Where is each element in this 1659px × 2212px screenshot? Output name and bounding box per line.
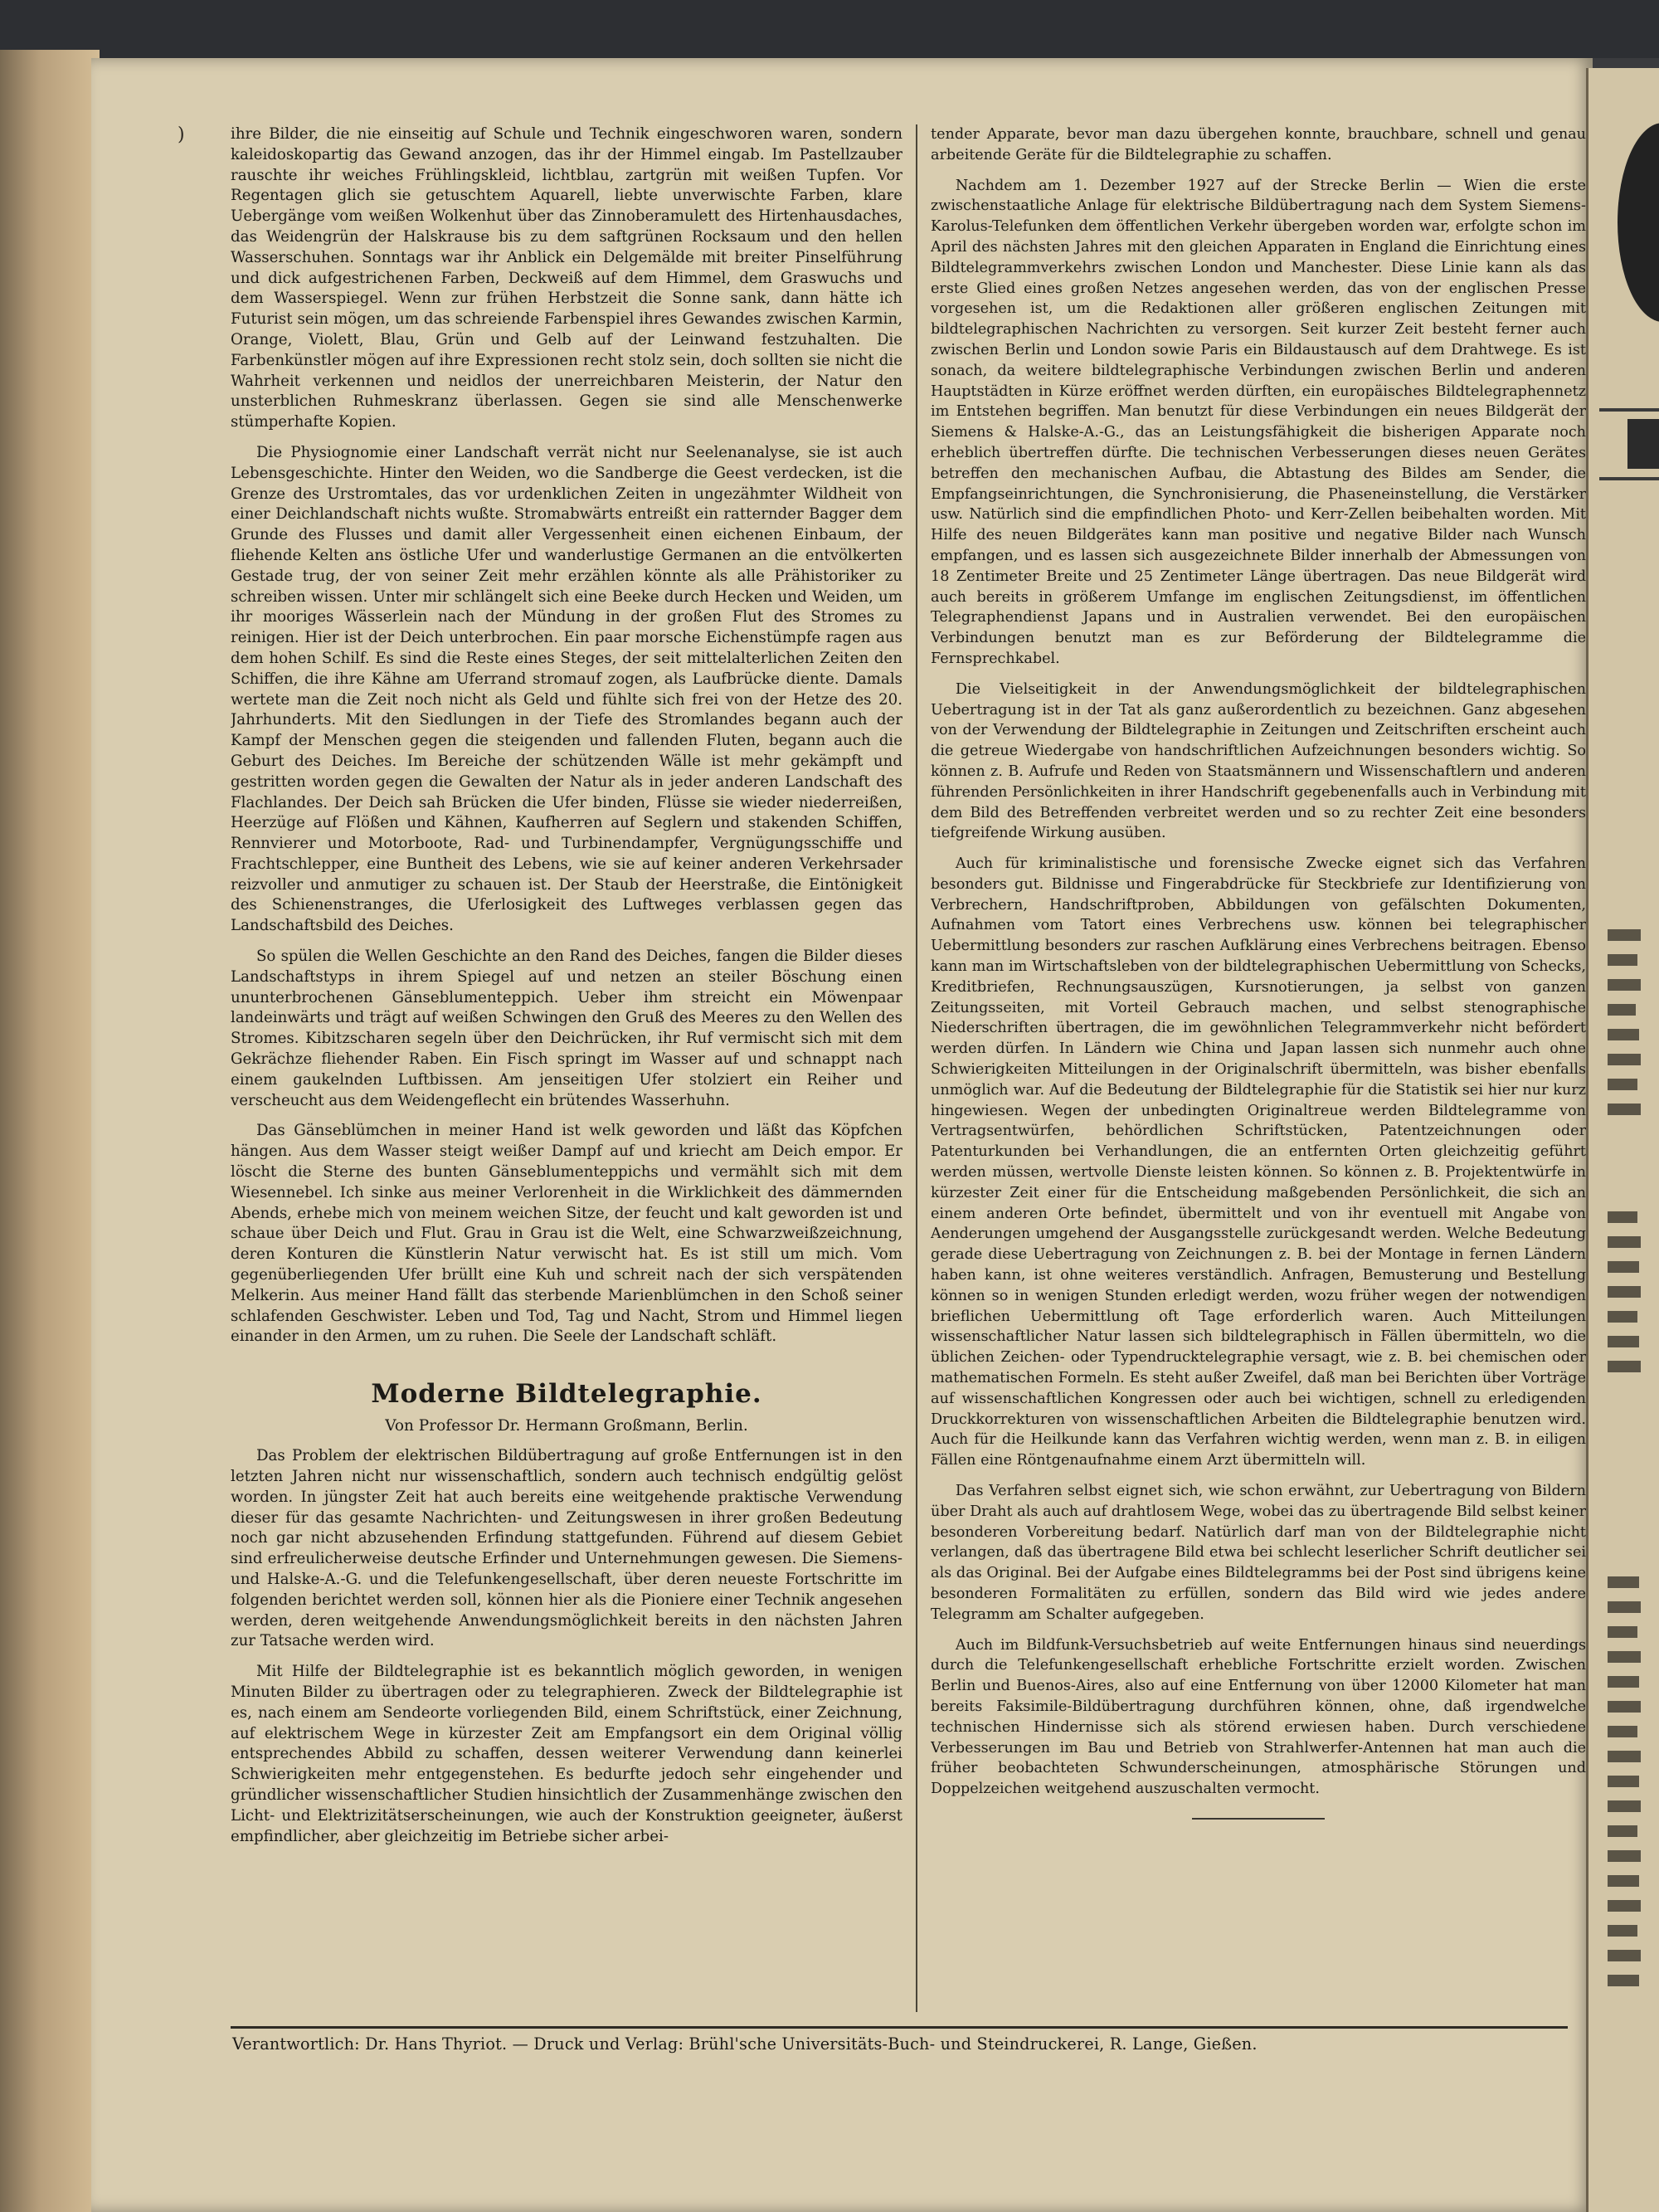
adjacent-page-text-fragment bbox=[1608, 1925, 1637, 1937]
adjacent-page-rule bbox=[1599, 408, 1659, 412]
article-paragraph: Die Vielseitigkeit in der Anwendungsmöglichkeit der bildtelegraphischen Uebertragung ist in der Tat als ganz außerordentlich zu bezeichnen. Ganz abgesehen von der Verwendung der Bildtelegraphie in Zeitungen und Zeitschriften erscheint auch die getreue Wiedergabe von handschriftlichen Aufzeichnungen besonders wichtig. So können z. B. Aufrufe und Reden von Staatsmännern und Wissenschaftlern und anderen führenden Persönlichkeiten in ihrer Handschrift gegebenenfalls auch in Verbindung mit dem Bild des Betreffenden verbreitet werden und so zu rechter Zeit eine besonders tiefgreifende Wirkung ausüben. bbox=[931, 680, 1586, 842]
article-byline: Von Professor Dr. Hermann Großmann, Berlin. bbox=[385, 1417, 748, 1435]
adjacent-page-text-fragment bbox=[1608, 1311, 1637, 1323]
article-paragraph: tender Apparate, bevor man dazu übergehen konnte, brauchbare, schnell und genau arbeitende Geräte für die Bildtelegraphie zu schaffen. bbox=[931, 126, 1586, 163]
adjacent-page-text-fragment bbox=[1608, 1950, 1641, 1961]
publisher-imprint: Verantwortlich: Dr. Hans Thyriot. — Druck und Verlag: Brühl'sche Universitäts-Buch- und Steindruckerei, R. Lange, Gießen. bbox=[232, 2034, 1258, 2054]
adjacent-page-text-fragment bbox=[1608, 1211, 1637, 1223]
margin-pencil-mark: ) bbox=[178, 124, 185, 145]
left-column bbox=[231, 124, 902, 2012]
adjacent-page-text-fragment bbox=[1608, 954, 1637, 966]
right-column bbox=[931, 124, 1586, 2016]
adjacent-page-text-fragment bbox=[1608, 1626, 1637, 1638]
adjacent-page-text-fragment bbox=[1608, 1701, 1641, 1713]
essay-paragraph: So spülen die Wellen Geschichte an den Rand des Deiches, fangen die Bilder dieses Landschaftstyps in ihrem Spiegel auf und netzen an steiler Böschung einen ununterbrochenen Gänseblumenteppich. Ueber ihm streicht ein Möwenpaar landeinwärts und trägt auf weißen Schwingen den Gruß des Meeres zu den Wellen des Stromes. Kibitzscharen segeln über den Deichrücken, ihr Ruf vermischt sich mit dem Gekrächze fliehender Raben. Ein Fisch springt im Wasser auf und schnappt nach einem gaukelnden Luftbissen. Am jenseitigen Ufer stolziert ein Reiher und verscheucht aus dem Weidengeflecht ein brütendes Wasserhuhn. bbox=[231, 948, 902, 1109]
adjacent-page-text-fragment bbox=[1608, 1286, 1641, 1298]
column-divider bbox=[916, 124, 917, 2012]
adjacent-page-text-fragment bbox=[1608, 1776, 1639, 1787]
adjacent-page-text-fragment bbox=[1608, 929, 1641, 941]
essay-paragraph: Das Gänseblümchen in meiner Hand ist welk geworden und läßt das Köpfchen hängen. Aus dem Wasser steigt weißer Dampf auf und kriecht am Deich empor. Er löscht die Sterne des bunten Gänseblumenteppichs und vermählt sich mit dem Wiesennebel. Ich sinke aus meiner Verlorenheit in die Wirklichkeit des dämmernden Abends, erhebe mich von meinem weichen Sitze, der feucht und kalt geworden ist und schaue über Deich und Flut. Grau in Grau ist die Welt, eine Schwarzweißzeichnung, deren Konturen die Künstlerin Natur verwischt hat. Es ist still um mich. Vom gegenüberliegenden Ufer brüllt eine Kuh und schreit nach der sich verspätenden Melkerin. Aus meiner Hand fällt das sterbende Marienblümchen in den Schoß seiner schlafenden Geschwister. Leben und Tod, Tag und Nacht, Strom und Himmel liegen einander in den Armen, um zu ruhen. Die Seele der Landschaft schläft. bbox=[231, 1122, 902, 1346]
article-paragraph: Das Problem der elektrischen Bildübertragung auf große Entfernungen ist in den letzten Jahren nicht nur wissenschaftlich, sondern auch technisch endgültig gelöst worden. In jüngster Zeit hat auch bereits eine weitgehende praktische Verwendung dieser für das gesamte Nachrichten- und Zeitungswesen in ihrer großen Bedeutung noch gar nicht abzusehenden Erfindung stattgefunden. Führend auf diesem Gebiet sind erfreulicherweise deutsche Erfinder und Unternehmungen gewesen. Die Siemens- und Halske-A.-G. und die Telefunkengesellschaft, über deren neueste Fortschritte im folgenden berichtet werden soll, können hier als die Pioniere einer Technik angesehen werden, deren weitgehende Anwendungsmöglichkeit bereits in den nächsten Jahren zur Tatsache werden wird. bbox=[231, 1447, 902, 1650]
adjacent-page-text-fragment bbox=[1608, 1875, 1639, 1887]
adjacent-page-text-fragment bbox=[1608, 1104, 1641, 1115]
adjacent-page-text-fragment bbox=[1608, 1825, 1637, 1837]
adjacent-page-rule bbox=[1599, 477, 1659, 480]
book-spine bbox=[0, 50, 100, 2212]
adjacent-page-text-fragment bbox=[1608, 1004, 1636, 1016]
adjacent-page-text-fragment bbox=[1608, 1029, 1639, 1040]
adjacent-page-text-fragment bbox=[1608, 1576, 1639, 1588]
adjacent-page-text-fragment bbox=[1608, 1726, 1637, 1737]
adjacent-page-text-fragment bbox=[1608, 979, 1641, 991]
adjacent-page-text-fragment bbox=[1608, 1676, 1639, 1688]
article-paragraph: Mit Hilfe der Bildtelegraphie ist es bekanntlich möglich geworden, in wenigen Minuten Bilder zu übertragen oder zu telegraphieren. Zweck der Bildtelegraphie ist es, nach einem am Sendeorte vorliegenden Bild, einem Schriftstück, einer Zeichnung, auf elektrischem Wege in kürzester Zeit am Empfangsort ein dem Original völlig entsprechendes Abbild zu schaffen, dessen weiterer Verwendung dann keinerlei Schwierigkeiten mehr entgegenstehen. Es bedurfte jedoch sehr eingehender und gründlicher wissenschaftlicher Studien hinsichtlich der Zusammenhänge zwischen den Licht- und Elektrizitätserscheinungen, wie auch der Konstruktion geeigneter, äußerst empfindlicher, aber gleichzeitig im Betriebe sicher arbei- bbox=[231, 1663, 902, 1845]
scan-background-top bbox=[0, 0, 1659, 58]
adjacent-page-text-fragment bbox=[1608, 1601, 1641, 1613]
adjacent-page-text-fragment bbox=[1608, 1651, 1641, 1663]
footer-rule bbox=[231, 2026, 1568, 2029]
adjacent-page-text-fragment bbox=[1608, 1975, 1639, 1986]
essay-paragraph: Die Physiognomie einer Landschaft verrät nicht nur Seelenanalyse, sie ist auch Lebensgeschichte. Hinter den Weiden, wo die Sandberge die Geest verdecken, ist die Grenze des Urstromtales, das vor urdenklichen Zeiten in ungezähmter Wildheit von einer Deichlandschaft nichts wußte. Stromabwärts entreißt ein ratternder Bagger dem Grunde des Flusses und damit aller Vergessenheit einen eichenen Einbaum, der fliehende Kelten ans östliche Ufer und wanderlustige Germanen an die entvölkerten Gestade trug, der von seiner Zeit mehr erzählen könnte als alle Prähistoriker zu schreiben wissen. Unter mir schlängelt sich eine Beeke durch Hecken und Weiden, um ihr mooriges Wässerlein nach der Mündung in der großen Flut des Stromes zu reinigen. Hier ist der Deich unterbrochen. Ein paar morsche Eichenstümpfe ragen aus dem hohen Schilf. Es sind die Reste eines Steges, der seit mittelalterlichen Zeiten den Schiffen, die ihre Kähne am Uferrand stromauf zogen, als Laufbrücke diente. Damals wertete man die Zeit noch nicht als Geld und fühlte sich frei von der Hetze des 20. Jahrhunderts. Mit den Siedlungen in der Tiefe des Stromlandes begann auch der Kampf der Menschen gegen die steigenden und fallenden Fluten, begann auch die Geburt des Deiches. Im Bereiche der schützenden Wälle ist mehr gekämpft und gestritten worden gegen die Gewalten der Natur als in jeder anderen Landschaft des Flachlandes. Der Deich sah Brücken die Ufer binden, Flüsse sie wieder niederreißen, Heerzüge auf Flößen und Kähnen, Kaufherren auf Seglern und stakenden Schiffen, Rennvierer und Motorboote, Rad- und Turbinendampfer, Vergnügungsschiffe und Frachtschlepper, eine Buntheit des Lebens, wie sie auf keiner anderen Verkehrsader reizvoller und anmutiger zu schauen ist. Der Staub der Heerstraße, die Eintönigkeit des Schienenstranges, die Uferlosigkeit des Luftweges verblassen gegen das Landschaftsbild des Deiches. bbox=[231, 443, 902, 935]
adjacent-page-edge bbox=[1586, 68, 1659, 2212]
adjacent-page-text-fragment bbox=[1608, 1361, 1641, 1372]
article-title: Moderne Bildtelegraphie. bbox=[371, 1379, 762, 1410]
adjacent-page-text-fragment bbox=[1608, 1751, 1641, 1762]
article-paragraph: Nachdem am 1. Dezember 1927 auf der Strecke Berlin — Wien die erste zwischenstaatliche Anlage für elektrische Bildübertragung nach dem System Siemens-Karolus-Telefunken dem öffentlichen Verkehr übergeben worden war, erfolgte schon im April des nächsten Jahres mit den gleichen Apparaten in England die Einrichtung eines Bildtelegrammverkehrs zwischen London und Manchester. Diese Linie kann als das erste Glied eines großen Netzes angesehen werden, das von der englischen Presse vorgesehen ist, um die Redaktionen aller größeren englischen Zeitungen mit bildtelegraphischen Nachrichten zu versorgen. Seit kurzer Zeit besteht ferner auch zwischen Berlin und London sowie Paris ein Bildaustausch auf dem Drahtwege. Es ist sonach, da weitere bildtelegraphische Verbindungen zwischen Berlin und anderen Hauptstädten in Kürze eröffnet werden dürften, ein europäisches Bildtelegraphennetz im Entstehen begriffen. Man benutzt für diese Verbindungen ein neues Bildgerät der Siemens & Halske-A.-G., das an Leistungsfähigkeit die bisherigen Apparate noch erheblich übertreffen dürfte. Die technischen Verbesserungen dieses neuen Gerätes betreffen den mechanischen Aufbau, die Abtastung des Bildes am Sender, die Empfangseinrichtungen, die Synchronisierung, die Phaseneinstellung, die Verstärker usw. Natürlich sind die empfindlichen Photo- und Kerr-Zellen beibehalten worden. Mit Hilfe des neuen Bildgerätes kann man positive und negative Bilder nach Wunsch empfangen, und es lassen sich ausgezeichnete Bilder innerhalb der Abmessungen von 18 Zentimeter Breite und 25 Zentimeter Länge übertragen. Das neue Bildgerät wird auch bereits in größerem Umfange im englischen Zeitungsdienst, im öffentlichen Telegraphendienst Japans und in Australien verwendet. Bei den europäischen Verbindungen benutzt man es zur Beförderung der Bildtelegramme die Fernsprechkabel. bbox=[931, 177, 1586, 667]
adjacent-page-text-fragment bbox=[1608, 1900, 1641, 1912]
article-paragraph: Auch im Bildfunk-Versuchsbetrieb auf weite Entfernungen hinaus sind neuerdings durch die Telefunkengesellschaft erhebliche Fortschritte erzielt worden. Zwischen Berlin und Buenos-Aires, also auf eine Entfernung von über 12000 Kilometer hat man bereits Faksimile-Bildübertragung durchführen können, ohne, daß irgendwelche technischen Hindernisse sich als störend erwiesen haben. Durch verschiedene Verbesserungen im Bau und Betrieb von Strahlwerfer-Antennen hat man auch die früher beobachteten Schwunderscheinungen, atmosphärische Störungen und Doppelzeichen weitgehend auszuschalten vermocht. bbox=[931, 1636, 1586, 1798]
article-paragraph: Das Verfahren selbst eignet sich, wie schon erwähnt, zur Uebertragung von Bildern über Draht als auch auf drahtlosem Wege, wobei das zu übertragende Bild selbst keiner besonderen Vorbereitung bedarf. Natürlich darf man von der Bildtelegraphie nicht verlangen, daß das übertragene Bild etwa bei schlecht leserlicher Schrift deutlicher sei als das Original. Bei der Aufgabe eines Bildtelegramms bei der Post sind übrigens keine besonderen Formalitäten zu erfüllen, sondern das Bild wird wie jedes andere Telegramm am Schalter aufgegeben. bbox=[931, 1483, 1586, 1623]
adjacent-page-text-fragment bbox=[1608, 1054, 1641, 1065]
adjacent-page-text-fragment bbox=[1608, 1261, 1639, 1273]
essay-paragraph: ihre Bilder, die nie einseitig auf Schule und Technik eingeschworen waren, sondern kaleidoskopartig das Gewand anzogen, das ihr der Himmel eingab. Im Pastellzauber rauschte ihr weiches Frühlingskleid, lichtblau, zartgrün mit weißen Tupfen. Vor Regentagen glich sie getuschtem Aquarell, liebte unverwischte Farben, klare Uebergänge vom weißen Wolkenhut über das Zinnoberamulett des Hirtenhausdaches, das Weidengrün der Halskrause bis zu dem saftgrünen Rocksaum und den hellen Wasserschuhen. Sonntags war ihr Anblick ein Delgemälde mit breiter Pinselführung und dick aufgestrichenen Farben, Deckweiß auf dem Himmel, dem Graswuchs und dem Wasserspiegel. Wenn zur frühen Herbstzeit die Sonne sank, dann hätte ich Futurist sein mögen, um das schreiende Farbenspiel ihres Gewandes zwischen Karmin, Orange, Violett, Blau, Grün und Gelb auf der Leinwand festzuhalten. Die Farbenkünstler mögen auf ihre Expressionen recht stolz sein, doch sollten sie nicht die Wahrheit verkennen und neidlos der unerreichbaren Meisterin, der Natur den unsterblichen Ruhmeskranz überlassen. Gegen sie sind alle Menschenwerke stümperhafte Kopien. bbox=[231, 125, 902, 431]
article-paragraph: Auch für kriminalistische und forensische Zwecke eignet sich das Verfahren besonders gut. Bildnisse und Fingerabdrücke für Steckbriefe zur Identifizierung von Verbrechern, Handschriftproben, Abbildungen von gefälschten Dokumenten, Aufnahmen vom Tatort eines Verbrechens usw. können bei telegraphischer Uebermittlung besonders zur raschen Aufklärung eines Verbrechens beitragen. Ebenso kann man im Wirtschaftsleben von der bildtelegraphischen Uebermittlung von Schecks, Kreditbriefen, Rechnungsauszügen, Kursnotierungen, ja selbst von ganzen Zeitungsseiten, mit Vorteil Gebrauch machen, und selbst stenographische Niederschriften übertragen, die im gewöhnlichen Telegrammverkehr nicht befördert werden dürfen. In Ländern wie China und Japan lassen sich nunmehr auch ohne Schwierigkeiten Mitteilungen in der Originalschrift übermitteln, was bisher ebenfalls unmöglich war. Auf die Bedeutung der Bildtelegraphie für die Statistik sei hier nur kurz hingewiesen. Wegen der unbedingten Originaltreue werden Bildtelegramme von Vertragsentwürfen, behördlichen Schriftstücken, Patentzeichnungen oder Patenturkunden bei Verhandlungen, die an entfernten Orten gleichzeitig geführt werden müssen, wertvolle Dienste leisten können. So können z. B. Projektentwürfe in kürzester Zeit einer für die Entscheidung maßgebenden Persönlichkeit, die sich an einem anderen Orte befindet, übermittelt und von ihr eventuell mit Angabe von Aenderungen umgehend der Ausgangsstelle zurückgesandt werden. Welche Bedeutung gerade diese Uebertragung von Zeichnungen z. B. bei der Montage in fernen Ländern haben kann, ist ohne weiteres verständlich. Anfragen, Bemusterung und Bestellung können so in wenigen Stunden erledigt werden, wozu früher wegen der notwendigen brieflichen Uebermittlung oft Tage erforderlich waren. Auch Mitteilungen wissenschaftlicher Natur lassen sich bildtelegraphisch in Fällen übermitteln, wo die üblichen Zeichen- oder Typendrucktelegraphie versagt, wie z. B. bei chemischen oder mathematischen Formeln. Es steht außer Zweifel, daß man bei Berichten über Vorträge auf wissenschaftlichen Kongressen oder auch bei wichtigen, schnell zu erledigenden Druckkorrekturen von wissenschaftlichen Arbeiten die Bildtelegraphie benutzen wird. Auch für die Heilkunde kann das Verfahren wichtig werden, wenn man z. B. in eiligen Fällen eine Röntgenaufnahme einem Arzt übermitteln will. bbox=[931, 855, 1586, 1469]
adjacent-page-text-fragment bbox=[1608, 1336, 1639, 1347]
adjacent-page-text-fragment bbox=[1608, 1800, 1641, 1812]
adjacent-page-text-fragment bbox=[1608, 1079, 1637, 1090]
adjacent-page-text-fragment bbox=[1608, 1236, 1641, 1248]
article-end-rule bbox=[1192, 1818, 1325, 1820]
adjacent-page-heading-fragment bbox=[1627, 419, 1659, 469]
adjacent-page-text-fragment bbox=[1608, 1850, 1641, 1862]
